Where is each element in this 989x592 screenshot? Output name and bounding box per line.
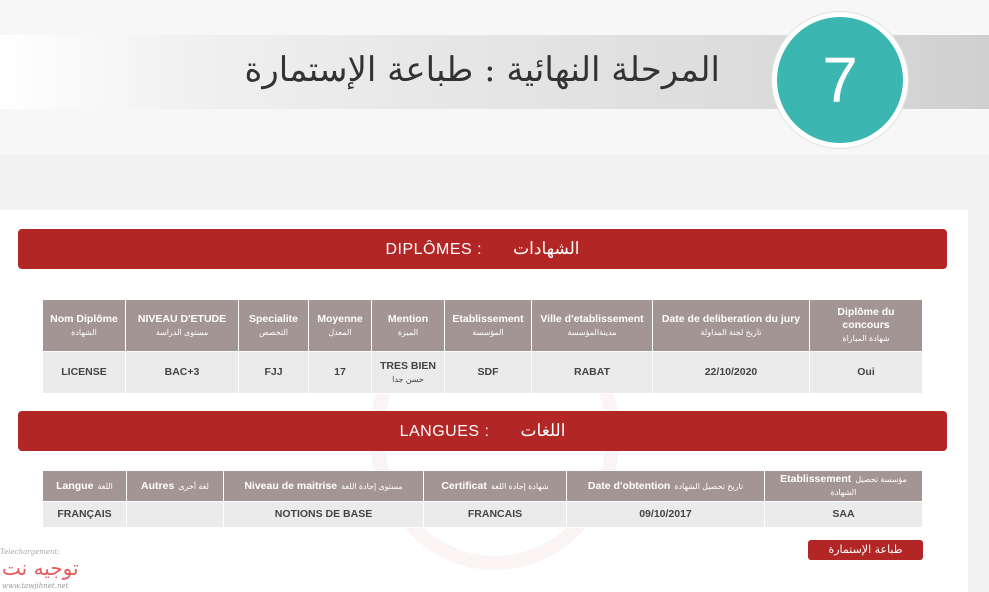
cell-niveau: BAC+3	[126, 352, 239, 394]
cell-autres	[127, 502, 224, 528]
col-diplome-concours: Diplôme du concours شهادة المباراة	[810, 300, 923, 352]
langues-title-fr: LANGUES :	[399, 423, 490, 440]
diplomes-title-ar: الشهادات	[513, 239, 580, 259]
langues-title-ar: اللغات	[520, 421, 566, 441]
col-niveau-etude: NIVEAU D'ETUDE مستوى الدراسة	[126, 300, 239, 352]
diplomes-table	[42, 299, 923, 394]
step-number-badge: 7	[772, 12, 908, 148]
cell-moyenne: 17	[309, 352, 372, 394]
cell-date-obtention: 09/10/2017	[567, 502, 765, 528]
cell-date: 22/10/2020	[653, 352, 810, 394]
cell-ville: RABAT	[532, 352, 653, 394]
col-nom-diplome: Nom Diplôme الشهادة	[43, 300, 126, 352]
step-banner	[0, 0, 989, 155]
tawjihnet-logo: Telechargement: توجيه نت www.tawjihnet.net	[0, 548, 79, 590]
diplomes-title-fr: DIPLÔMES :	[385, 241, 483, 258]
table-row	[43, 352, 923, 394]
col-langue: Langue اللغة	[43, 471, 127, 502]
col-mention: Mention الميزة	[372, 300, 445, 352]
cell-concours: Oui	[810, 352, 923, 394]
langues-header-row	[43, 471, 923, 502]
cell-nom: LICENSE	[43, 352, 126, 394]
diplomes-section-header	[18, 229, 947, 269]
table-row	[43, 502, 923, 528]
col-etablissement: Etablissement المؤسسة	[445, 300, 532, 352]
col-certificat: Certificat شهادة إجادة اللغة	[424, 471, 567, 502]
cell-langue: FRANÇAIS	[43, 502, 127, 528]
langues-section-header	[18, 411, 947, 451]
cell-mention: TRES BIEN حسن جدا	[372, 352, 445, 394]
print-form-button[interactable]: طباعة الإستمارة	[808, 540, 923, 560]
diplomes-header-row	[43, 300, 923, 352]
langues-table	[42, 470, 923, 528]
col-specialite: Specialite التخصص	[239, 300, 309, 352]
col-etablissement-langue: Etablissement مؤسسة تحصيل الشهادة	[765, 471, 923, 502]
col-niveau-maitrise: Niveau de maitrise مستوى إجادة اللغة	[224, 471, 424, 502]
col-ville-etablissement: Ville d'etablissement مدينةالمؤسسة	[532, 300, 653, 352]
col-moyenne: Moyenne المعدل	[309, 300, 372, 352]
cell-etablissement: SDF	[445, 352, 532, 394]
cell-specialite: FJJ	[239, 352, 309, 394]
col-autres: Autres لغة أخرى	[127, 471, 224, 502]
cell-certificat: FRANCAIS	[424, 502, 567, 528]
col-date-deliberation: Date de deliberation du jury تاريخ لجنة المداولة	[653, 300, 810, 352]
page-title: المرحلة النهائية : طباعة الإستمارة	[244, 50, 720, 90]
cell-etablissement-langue: SAA	[765, 502, 923, 528]
cell-niveau-maitrise: NOTIONS DE BASE	[224, 502, 424, 528]
col-date-obtention: Date d'obtention تاريخ تحصيل الشهادة	[567, 471, 765, 502]
